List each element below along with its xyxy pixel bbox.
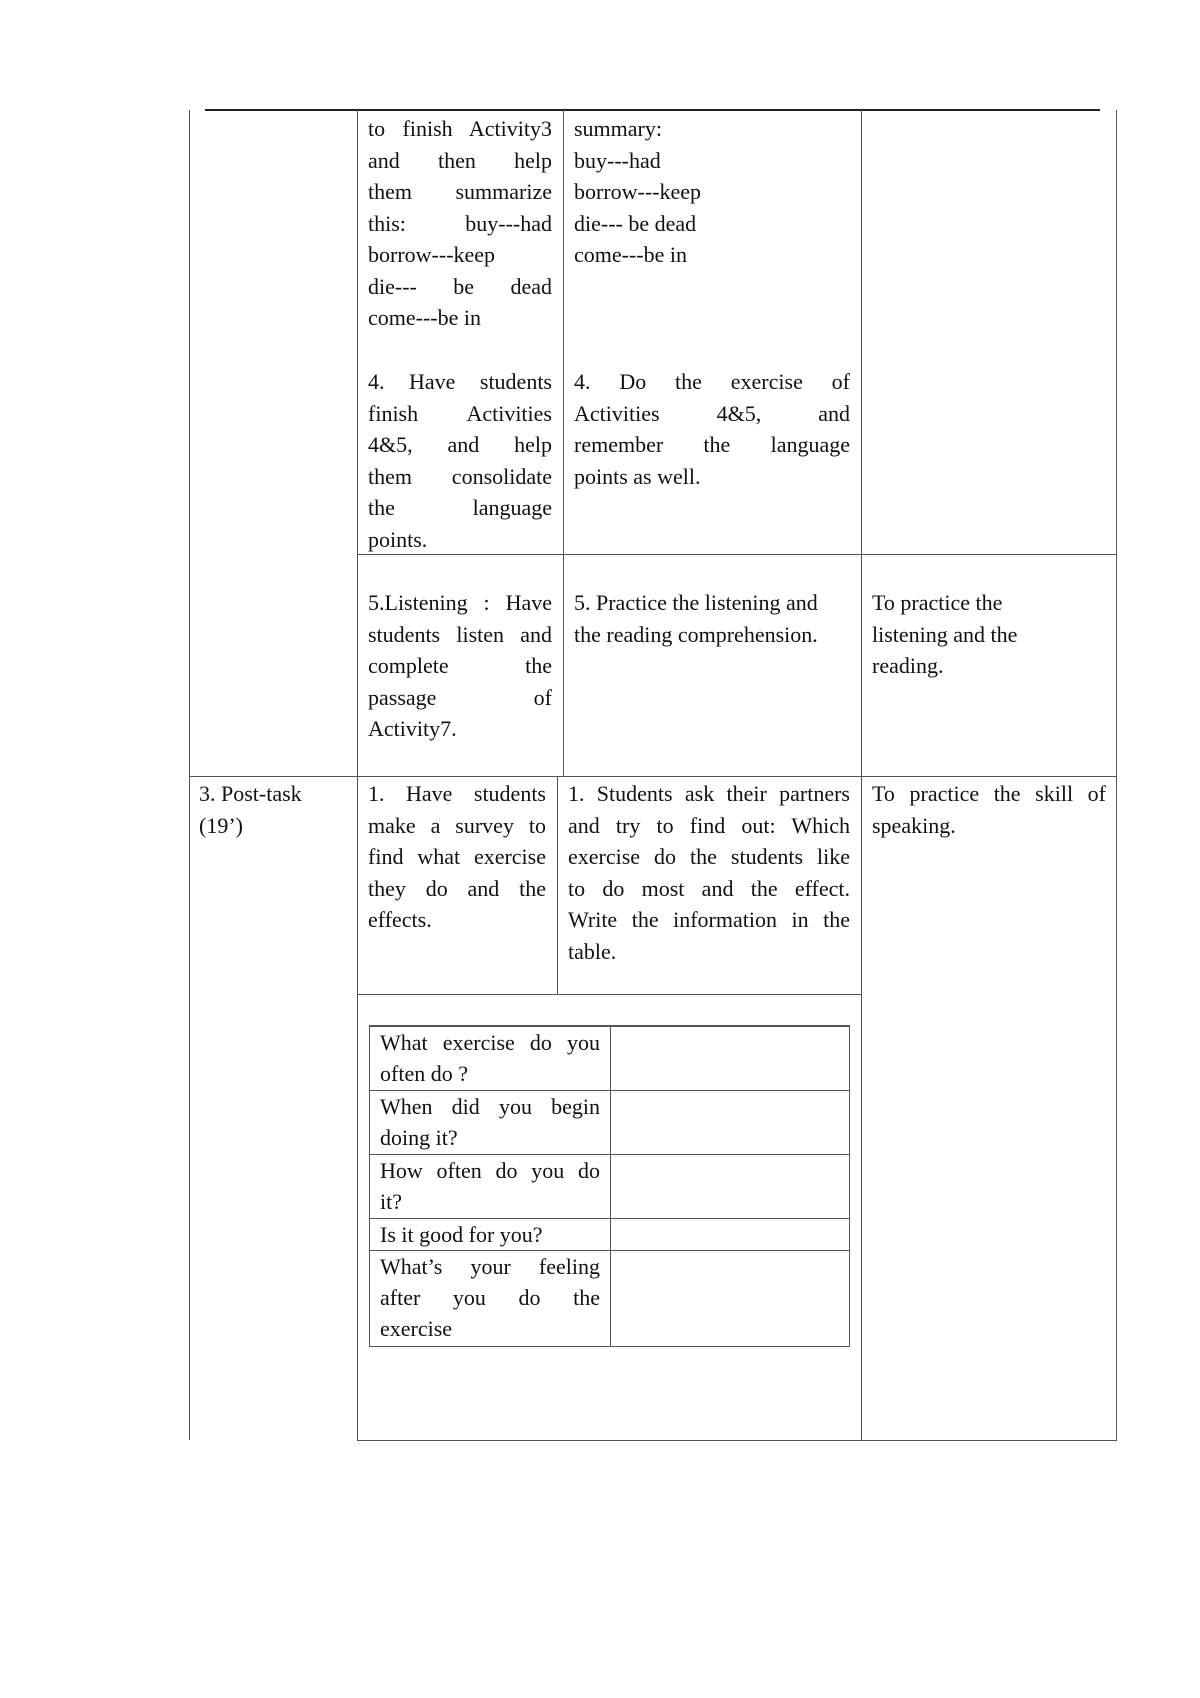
row-divider-3 <box>357 994 862 995</box>
text-line: to do most and the effect. <box>568 875 850 901</box>
survey-question <box>380 1251 600 1344</box>
text-line: and try to find out: Which <box>568 812 850 838</box>
text-line: them summarize <box>368 179 552 204</box>
text-line: points as well. <box>574 463 701 489</box>
text-line: them consolidate <box>368 463 552 489</box>
survey-row <box>370 1154 849 1218</box>
teacher-listening-text <box>368 587 552 745</box>
text-line: doing it? <box>380 1125 458 1150</box>
text-line: effects. <box>368 907 432 932</box>
text-line: die--- be dead <box>368 273 552 299</box>
teacher-post-task-text <box>368 778 546 936</box>
survey-table <box>369 1025 850 1347</box>
text-line: buy---had <box>574 147 661 173</box>
student-post-task-text <box>568 778 850 967</box>
text-line: finish Activities <box>368 400 552 426</box>
text-line: remember the language <box>574 432 850 457</box>
survey-row <box>370 1026 849 1090</box>
text-line: How often do you do <box>380 1158 600 1183</box>
survey-question <box>380 1155 600 1217</box>
text-line: exercise do the students like <box>568 844 850 869</box>
col-divider-teacher-lower <box>557 776 558 994</box>
text-line: summary: <box>574 116 662 141</box>
text-line: borrow---keep <box>368 242 496 267</box>
text-line: 1. Students ask their partners <box>568 781 850 806</box>
text-line: points. <box>368 526 428 552</box>
text-line: To practice the skill of <box>872 781 1106 806</box>
text-line: the language <box>368 495 552 520</box>
text-line: and then help <box>368 147 552 173</box>
text-line: Is it good for you? <box>380 1222 543 1247</box>
text-line: 4&5, and help <box>368 432 552 457</box>
row-divider-2 <box>189 776 1117 777</box>
table-bottom-border <box>357 1440 1117 1441</box>
text-line: Activities 4&5, and <box>574 400 850 426</box>
text-line: 3. Post-task <box>199 781 302 806</box>
text-line: What’s your feeling <box>380 1254 600 1279</box>
text-line: Write the information in the <box>568 907 850 932</box>
student-activity-4-text <box>574 366 850 492</box>
text-line: 4. Have students <box>368 369 552 394</box>
teacher-activity-3-text <box>368 113 552 334</box>
text-line: What exercise do you <box>380 1030 600 1055</box>
text-line: after you do the <box>380 1285 600 1310</box>
text-line: complete the <box>368 653 552 678</box>
text-line: 1. Have students <box>368 781 546 806</box>
text-line: find what exercise <box>368 844 546 869</box>
text-line: to finish Activity3 <box>368 116 552 141</box>
purpose-listening-text <box>872 587 1092 682</box>
survey-row <box>370 1250 849 1347</box>
text-line: reading. <box>872 653 944 678</box>
text-line: make a survey to <box>368 812 546 838</box>
text-line: die--- be dead <box>574 210 697 236</box>
text-line: come---be in <box>368 305 481 330</box>
survey-row <box>370 1218 849 1250</box>
student-listening-text <box>574 587 850 650</box>
top-rule <box>205 109 1100 111</box>
survey-row <box>370 1090 849 1154</box>
text-line: this: buy---had <box>368 210 552 236</box>
student-activity-3-text <box>574 113 850 271</box>
text-line: 5. Practice the listening and <box>574 590 818 615</box>
text-line: 4. Do the exercise of <box>574 369 850 394</box>
teacher-activity-4-text <box>368 366 552 555</box>
survey-question <box>380 1219 600 1250</box>
text-line: they do and the <box>368 875 546 901</box>
text-line: students listen and <box>368 621 552 647</box>
col-divider-teacher-upper <box>563 110 564 776</box>
text-line: come---be in <box>574 242 687 267</box>
text-line: often do ? <box>380 1061 468 1086</box>
text-line: To practice the <box>872 590 1003 615</box>
text-line: it? <box>380 1189 402 1214</box>
text-line: the reading comprehension. <box>574 621 818 647</box>
text-line: table. <box>568 938 617 964</box>
survey-question <box>380 1027 600 1089</box>
table-left-border <box>189 110 190 1440</box>
text-line: (19’) <box>199 812 243 838</box>
text-line: Activity7. <box>368 716 457 741</box>
purpose-post-task-text <box>872 778 1106 841</box>
text-line: listening and the <box>872 621 1018 647</box>
survey-question <box>380 1091 600 1153</box>
text-line: When did you begin <box>380 1094 600 1119</box>
text-line: exercise <box>380 1316 453 1341</box>
text-line: 5.Listening : Have <box>368 590 552 615</box>
text-line: passage of <box>368 684 552 710</box>
stage-post-task-text <box>199 778 349 841</box>
text-line: speaking. <box>872 812 956 838</box>
text-line: borrow---keep <box>574 179 702 204</box>
